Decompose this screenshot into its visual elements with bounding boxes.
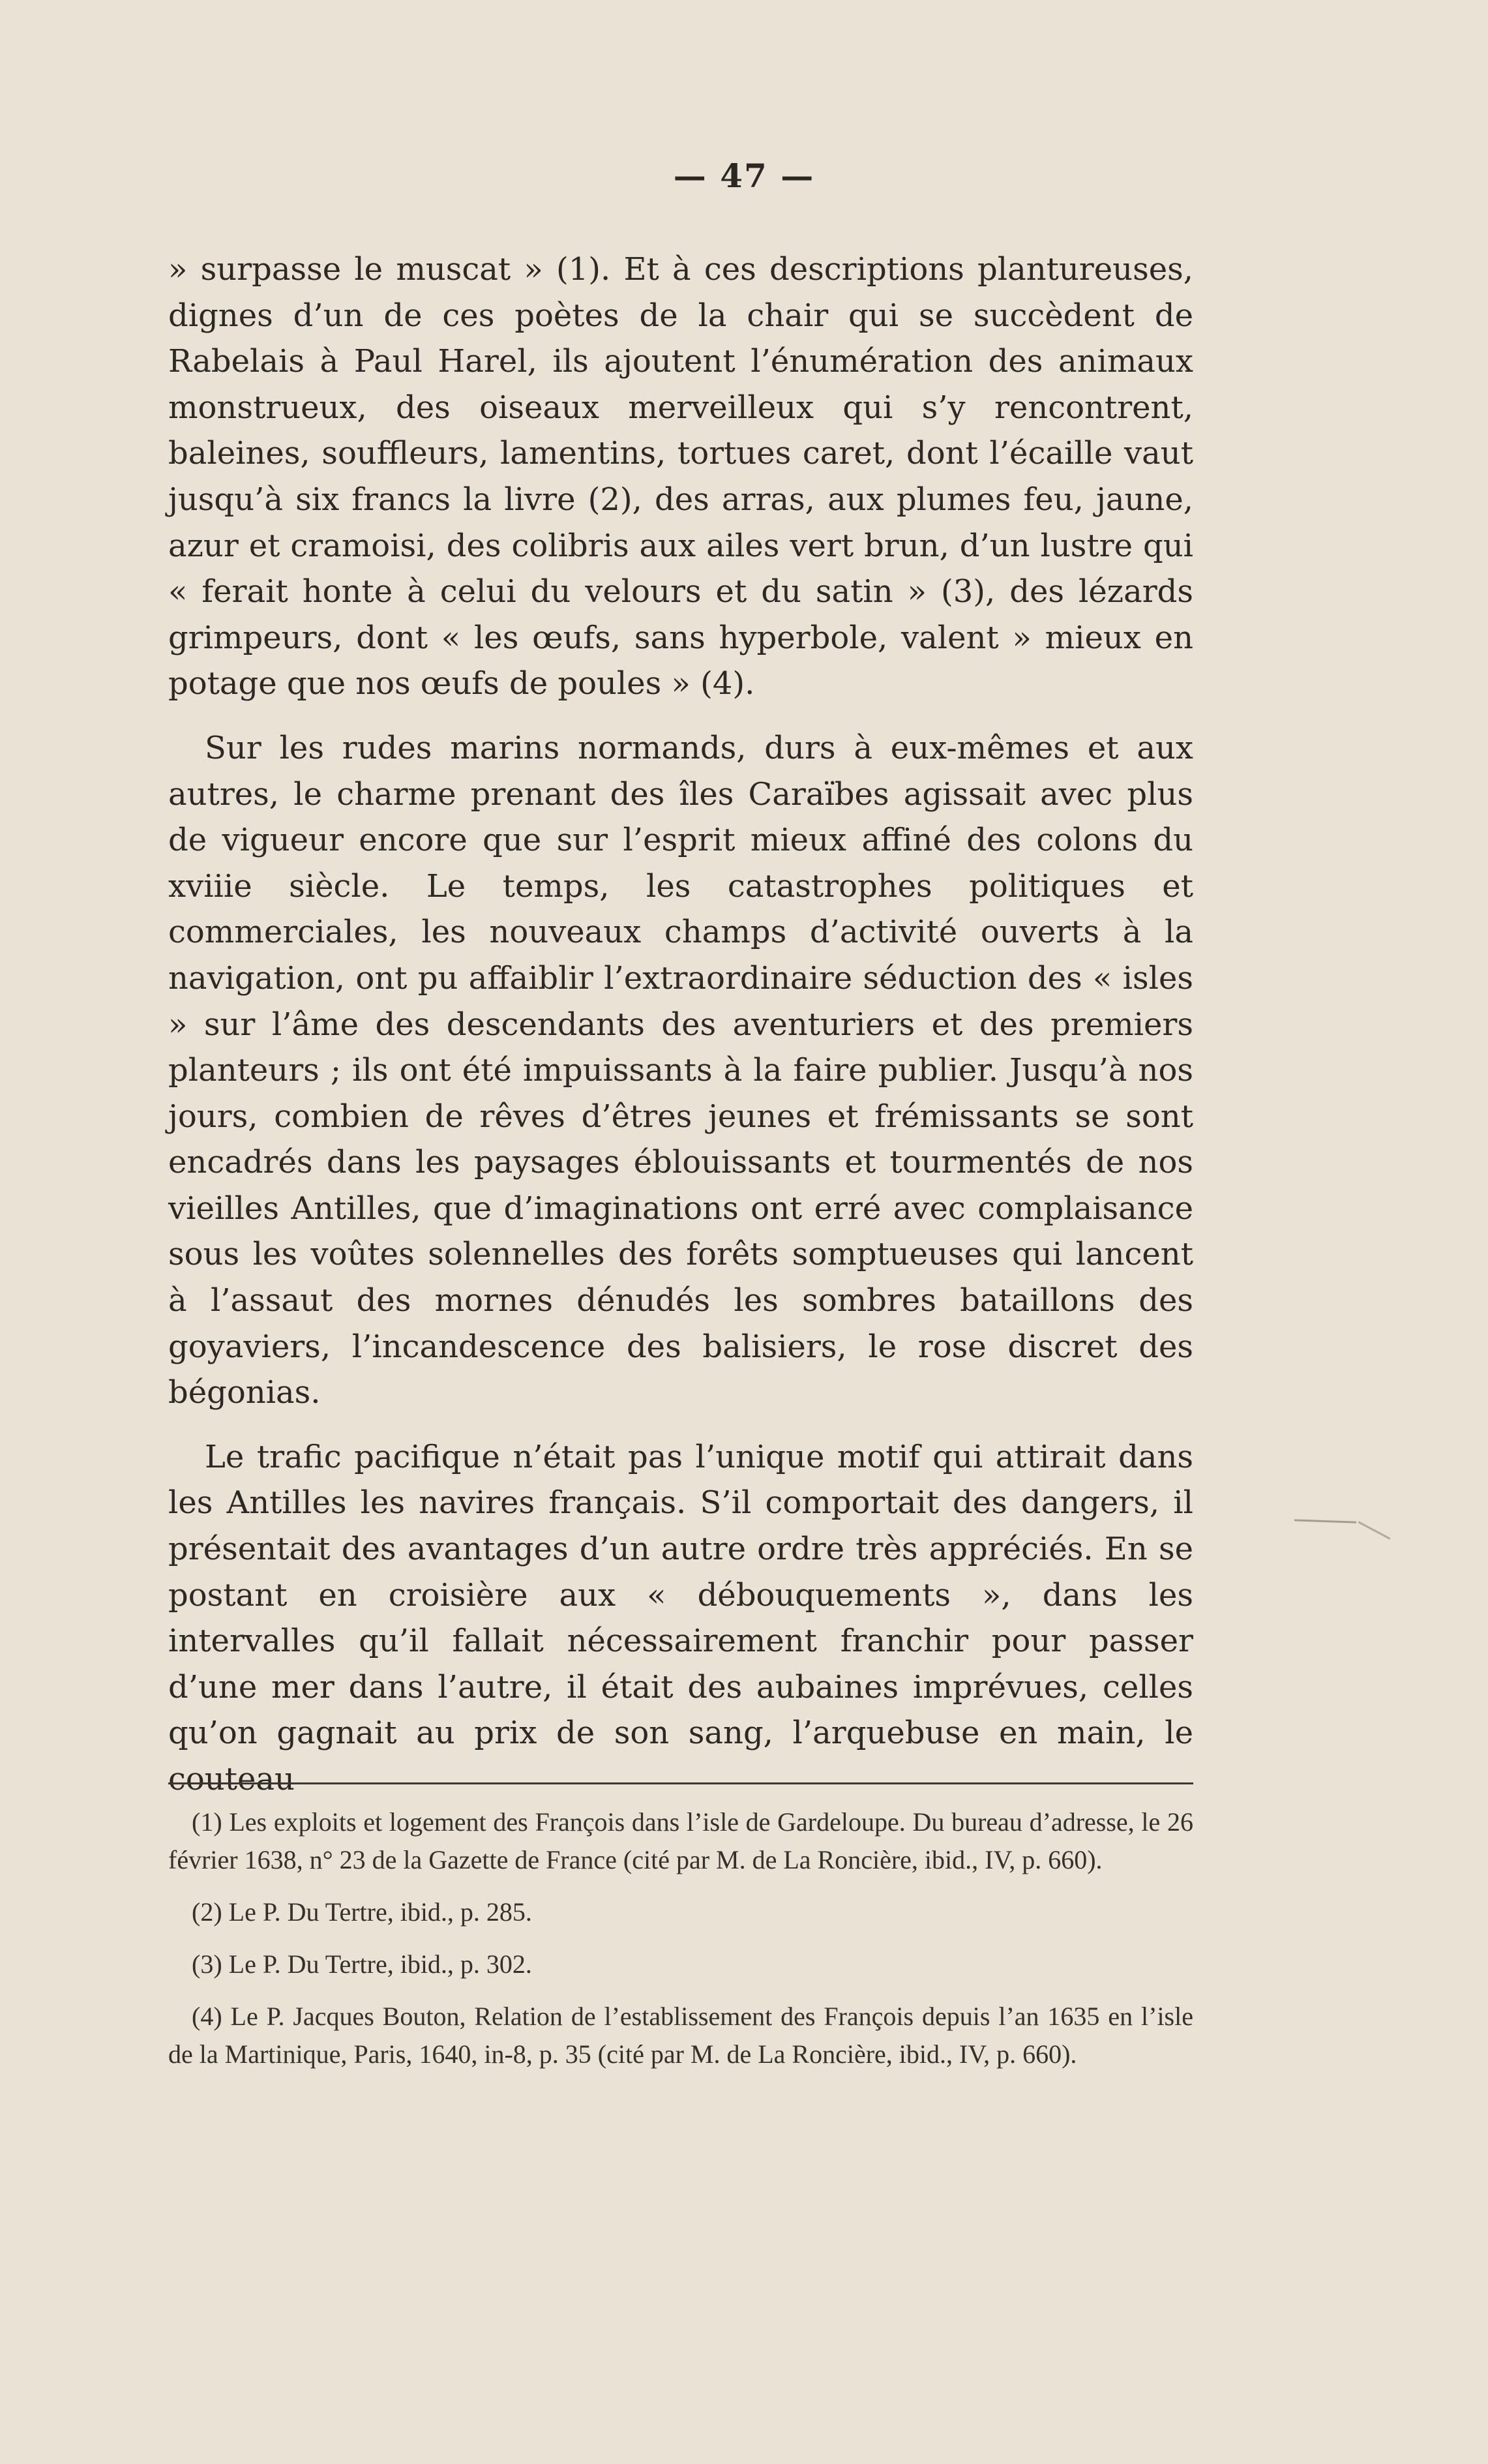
margin-pencil-mark — [1294, 1519, 1356, 1523]
footnote-separator — [168, 1782, 1193, 1784]
paragraph-3: Le trafic pacifique n’était pas l’unique motif qui attirait dans les Antilles les navires français. S’il comportait des dangers, il présentait des avantages d’un autre ordre très appréciés. En se postant en croisière aux « débouquements », dans les intervalles qu’il fallait nécessairement franchir pour passer d’une mer dans l’autre, il était des aubaines imprévues, celles qu’on gagnait au prix de son sang, l’arquebuse en main, le couteau — [168, 1438, 1193, 1797]
page-number: — 47 — — [673, 157, 815, 195]
margin-pencil-mark-2 — [1358, 1521, 1391, 1539]
footnote-2: (2) Le P. Du Tertre, ibid., p. 285. — [192, 1897, 532, 1927]
paragraph-1: » surpasse le muscat » (1). Et à ces descriptions plantureuses, dignes d’un de ces poètes de la chair qui se succèdent de Rabelais à Paul Harel, ils ajoutent l’énumération des animaux monstrueux, des oiseaux merveilleux qui s’y rencontrent, baleines, souffleurs, lamentins, tortues caret, dont l’écaille vaut jusqu’à six francs la livre (2), des arras, aux plumes feu, jaune, azur et cramoisi, des colibris aux ailes vert brun, d’un lustre qui « ferait honte à celui du velours et du satin » (3), des lézards grimpeurs, dont « les œufs, sans hyperbole, valent » mieux en potage que nos œufs de poules » (4). — [168, 251, 1193, 702]
body-text — [168, 247, 1193, 1803]
footnote-4: (4) Le P. Jacques Bouton, Relation de l’establissement des François depuis l’an 1635 en l’isle de la Martinique, Paris, 1640, in-8, p. 35 (cité par M. de La Roncière, ibid., IV, p. 660). — [168, 2002, 1193, 2069]
paragraph-2: Sur les rudes marins normands, durs à eux-mêmes et aux autres, le charme prenant des îles Caraïbes agissait avec plus de vigueur encore que sur l’esprit mieux affiné des colons du xviiie siècle. Le temps, les catastrophes politiques et commerciales, les nouveaux champs d’activité ouverts à la navigation, ont pu affaiblir l’extraordinaire séduction des « isles » sur l’âme des descendants des aventuriers et des premiers planteurs ; ils ont été impuissants à la faire publier. Jusqu’à nos jours, combien de rêves d’êtres jeunes et frémissants se sont encadrés dans les paysages éblouissants et tourmentés de nos vieilles Antilles, que d’imaginations ont erré avec complaisance sous les voûtes solennelles des forêts somptueuses qui lancent à l’assaut des mornes dénudés les sombres bataillons des goyaviers, l’incandescence des balisiers, le rose discret des bégonias. — [168, 729, 1193, 1411]
footnote-3: (3) Le P. Du Tertre, ibid., p. 302. — [192, 1949, 532, 1979]
footnotes — [168, 1803, 1193, 2088]
footnote-1: (1) Les exploits et logement des François dans l’isle de Gardeloupe. Du bureau d’adresse, le 26 février 1638, n° 23 de la Gazette de France (cité par M. de La Roncière, ibid., IV, p. 660). — [168, 1807, 1193, 1874]
